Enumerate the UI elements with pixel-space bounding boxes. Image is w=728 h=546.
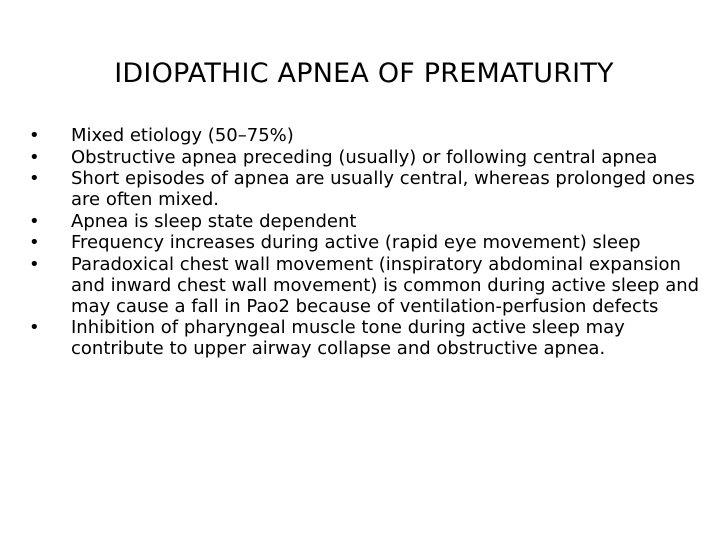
- bullet-item: [29, 125, 709, 146]
- bullet-list: [29, 125, 709, 360]
- bullet-icon: •: [29, 125, 40, 146]
- bullet-text: Short episodes of apnea are usually central, whereas prolonged ones are often mixed.: [71, 168, 695, 210]
- bullet-text: Inhibition of pharyngeal muscle tone during active sleep may contribute to upper airway collapse and obstructive apnea.: [71, 317, 625, 359]
- bullet-icon: •: [29, 168, 40, 189]
- bullet-item: [29, 232, 709, 253]
- bullet-text: Paradoxical chest wall movement (inspiratory abdominal expansion and inward chest wall movement) is common during active sleep and may cause a fall in Pao2 because of ventilation-perfusion defects: [71, 253, 700, 317]
- bullet-icon: •: [29, 253, 40, 275]
- bullet-item: [29, 211, 709, 232]
- bullet-icon: •: [29, 232, 40, 253]
- bullet-icon: •: [29, 317, 40, 338]
- bullet-item: [29, 168, 709, 210]
- slide-title: IDIOPATHIC APNEA OF PREMATURITY: [114, 58, 614, 89]
- bullet-item: [29, 254, 709, 317]
- bullet-text: Apnea is sleep state dependent: [71, 210, 357, 232]
- bullet-text: Frequency increases during active (rapid eye movement) sleep: [71, 232, 641, 253]
- bullet-text: Mixed etiology (50–75%): [71, 125, 294, 146]
- bullet-icon: •: [29, 210, 40, 232]
- bullet-text: Obstructive apnea preceding (usually) or following central apnea: [71, 146, 658, 168]
- bullet-icon: •: [29, 146, 40, 168]
- bullet-item: [29, 317, 709, 359]
- bullet-item: [29, 147, 709, 168]
